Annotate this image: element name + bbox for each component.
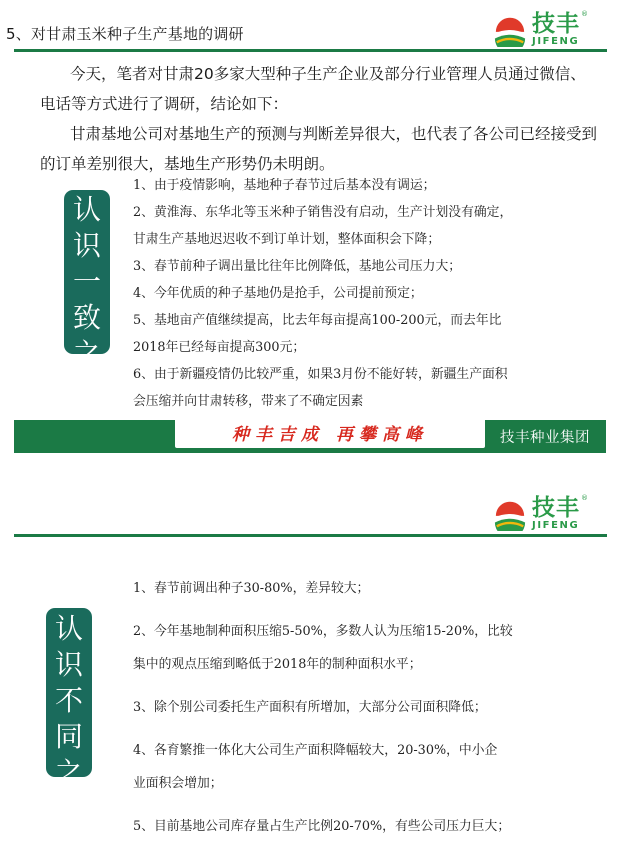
list-item: 3、春节前种子调出量比往年比例降低，基地公司压力大； <box>133 259 462 274</box>
intro-line: 今天，笔者对甘肃20多家大型种子生产企业及部分行业管理人员通过微信、 <box>70 65 586 83</box>
intro-line: 甘肃基地公司对基地生产的预测与判断差异很大，也代表了各公司已经接受到 <box>70 125 598 143</box>
intro-text <box>40 59 600 179</box>
intro-line: 的订单差别很大，基地生产形势仍未明朗。 <box>40 155 335 173</box>
list-item: 甘肃生产基地迟迟收不到订单计划，整体面积会下降； <box>133 232 441 247</box>
box-char: 识 <box>72 229 101 262</box>
disagreement-label-box <box>46 608 92 825</box>
header-divider <box>14 49 607 52</box>
slogan-text: 种丰吉成 再攀高峰 <box>232 425 428 445</box>
list-item: 4、今年优质的种子基地仍是抢手，公司提前预定； <box>133 286 423 301</box>
list-item: 3、除个别公司委托生产面积有所增加，大部分公司面积降低； <box>133 700 487 715</box>
list-item: 2、黄淮海、东华北等玉米种子销售没有启动，生产计划没有确定， <box>133 205 513 220</box>
disagreement-list <box>133 572 593 853</box>
list-item: 2、今年基地制种面积压缩5-50%，多数人认为压缩15-20%，比较 <box>133 624 513 639</box>
logo-english-text: JIFENG <box>532 36 580 47</box>
intro-line: 电话等方式进行了调研，结论如下： <box>40 95 289 113</box>
box-char: 之 <box>72 337 101 370</box>
list-item: 2018年已经每亩提高300元； <box>133 340 306 355</box>
jifeng-logo-mark-icon <box>491 13 529 47</box>
box-char: 致 <box>72 301 101 334</box>
box-char: 认 <box>54 612 83 645</box>
logo-chinese-text: 技丰 <box>532 495 580 521</box>
box-char: 之 <box>54 756 83 789</box>
list-item: 1、春节前调出种子30-80%，差异较大； <box>133 581 370 596</box>
slide-title: 5、对甘肃玉米种子生产基地的调研 <box>6 25 244 43</box>
list-item: 集中的观点压缩到略低于2018年的制种面积水平； <box>133 657 422 672</box>
box-char: 一 <box>72 265 101 298</box>
box-char: 认 <box>72 193 101 226</box>
list-item: 会压缩并向甘肃转移，带来了不确定因素 <box>133 394 364 409</box>
list-item: 1、由于疫情影响，基地种子春节过后基本没有调运； <box>133 178 436 193</box>
list-item: 6、由于新疆疫情仍比较严重，如果3月份不能好转，新疆生产面积 <box>133 367 508 382</box>
jifeng-logo <box>491 10 589 47</box>
box-char: 处 <box>72 373 101 406</box>
logo-english-text: JIFENG <box>532 520 580 531</box>
list-item: 业面积会增加； <box>133 776 223 791</box>
box-char: 识 <box>54 648 83 681</box>
jifeng-logo-mark-icon <box>491 497 529 531</box>
jifeng-logo <box>491 494 589 531</box>
consensus-label-box <box>64 190 110 406</box>
box-char: 不 <box>54 684 83 717</box>
list-item: 5、目前基地公司库存量占生产比例20-70%，有些公司压力巨大； <box>133 819 511 834</box>
slogan-banner <box>175 417 485 448</box>
logo-registered-mark: ® <box>581 10 589 18</box>
header-divider <box>14 534 607 537</box>
list-item: 5、基地亩产值继续提高，比去年每亩提高100-200元，而去年比 <box>133 313 502 328</box>
box-char: 处 <box>54 792 83 825</box>
consensus-list <box>133 172 593 415</box>
company-name: 技丰种业集团 <box>500 430 590 446</box>
logo-registered-mark: ® <box>581 494 589 502</box>
list-item: 4、各育繁推一体化大公司生产面积降幅较大，20-30%，中小企 <box>133 743 498 758</box>
logo-chinese-text: 技丰 <box>532 11 580 37</box>
box-char: 同 <box>54 720 83 753</box>
